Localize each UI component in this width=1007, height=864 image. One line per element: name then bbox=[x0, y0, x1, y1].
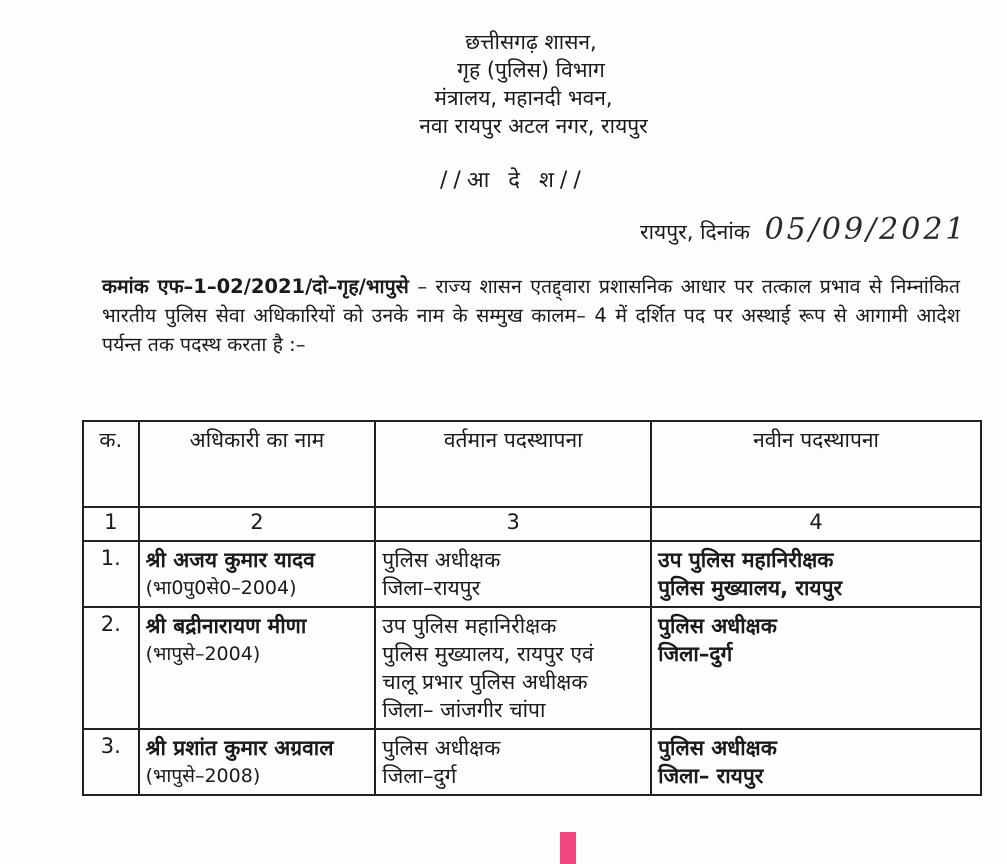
officer-cell bbox=[139, 607, 376, 729]
posting-table bbox=[82, 420, 982, 796]
row-sn: 3. bbox=[83, 729, 139, 795]
new-posting: उप पुलिस महानिरीक्षक पुलिस मुख्यालय, रायपुर bbox=[651, 541, 981, 607]
date-line bbox=[640, 212, 968, 247]
handwritten-date: 05/09/2021 bbox=[764, 212, 968, 247]
order-reference: कमांक एफ–1–02/2021/दो–गृह/भापुसे bbox=[102, 275, 409, 298]
column-number-row bbox=[83, 507, 981, 541]
col-number: 4 bbox=[651, 507, 981, 541]
table-row bbox=[83, 729, 981, 795]
officer-name: श्री अजय कुमार यादव bbox=[145, 548, 315, 572]
date-label: रायपुर, दिनांक bbox=[640, 220, 750, 244]
officer-batch: (भा0पु0से0–2004) bbox=[145, 577, 297, 599]
letterhead bbox=[0, 28, 1007, 140]
col-number: 1 bbox=[83, 507, 139, 541]
officer-name: श्री बद्रीनारायण मीणा bbox=[145, 614, 307, 638]
city-address: नवा रायपुर अटल नगर, रायपुर bbox=[419, 114, 648, 138]
officer-name: श्री प्रशांत कुमार अग्रवाल bbox=[145, 736, 334, 760]
current-posting: पुलिस अधीक्षक जिला–दुर्ग bbox=[375, 729, 651, 795]
table-header-row bbox=[83, 421, 981, 507]
header-current-posting: वर्तमान पदस्थापना bbox=[375, 421, 651, 507]
department-name: गृह (पुलिस) विभाग bbox=[457, 58, 605, 82]
officer-batch: (भापुसे–2004) bbox=[145, 643, 261, 665]
order-title: //आ दे श// bbox=[440, 168, 587, 193]
header-officer-name: अधिकारी का नाम bbox=[139, 421, 376, 507]
current-posting: पुलिस अधीक्षक जिला–रायपुर bbox=[375, 541, 651, 607]
col-number: 3 bbox=[375, 507, 651, 541]
officer-cell bbox=[139, 541, 376, 607]
office-address: मंत्रालय, महानदी भवन, bbox=[434, 86, 613, 110]
new-posting: पुलिस अधीक्षक जिला–दुर्ग bbox=[651, 607, 981, 729]
row-sn: 2. bbox=[83, 607, 139, 729]
header-new-posting: नवीन पदस्थापना bbox=[651, 421, 981, 507]
order-paragraph bbox=[102, 272, 960, 359]
govt-name: छत्तीसगढ़ शासन, bbox=[465, 30, 597, 54]
header-sn: क. bbox=[83, 421, 139, 507]
current-posting: उप पुलिस महानिरीक्षक पुलिस मुख्यालय, रायपुर एवं चालू प्रभार पुलिस अधीक्षक जिला– जांजगीर चांपा bbox=[375, 607, 651, 729]
highlight-marker bbox=[560, 832, 576, 864]
table-row bbox=[83, 607, 981, 729]
table-row bbox=[83, 541, 981, 607]
new-posting: पुलिस अधीक्षक जिला– रायपुर bbox=[651, 729, 981, 795]
order-body: – राज्य शासन एतद्द्वारा प्रशासनिक आधार पर तत्काल प्रभाव से निम्नांकित भारतीय पुलिस सेवा अधिकारियों को उनके नाम के सम्मुख कालम– 4 में दर्शित पद पर अस्थाई रूप से आगामी आदेश पर्यन्त तक पदस्थ करता है :– bbox=[102, 275, 960, 356]
officer-batch: (भापुसे–2008) bbox=[145, 765, 261, 787]
row-sn: 1. bbox=[83, 541, 139, 607]
col-number: 2 bbox=[139, 507, 376, 541]
officer-cell bbox=[139, 729, 376, 795]
